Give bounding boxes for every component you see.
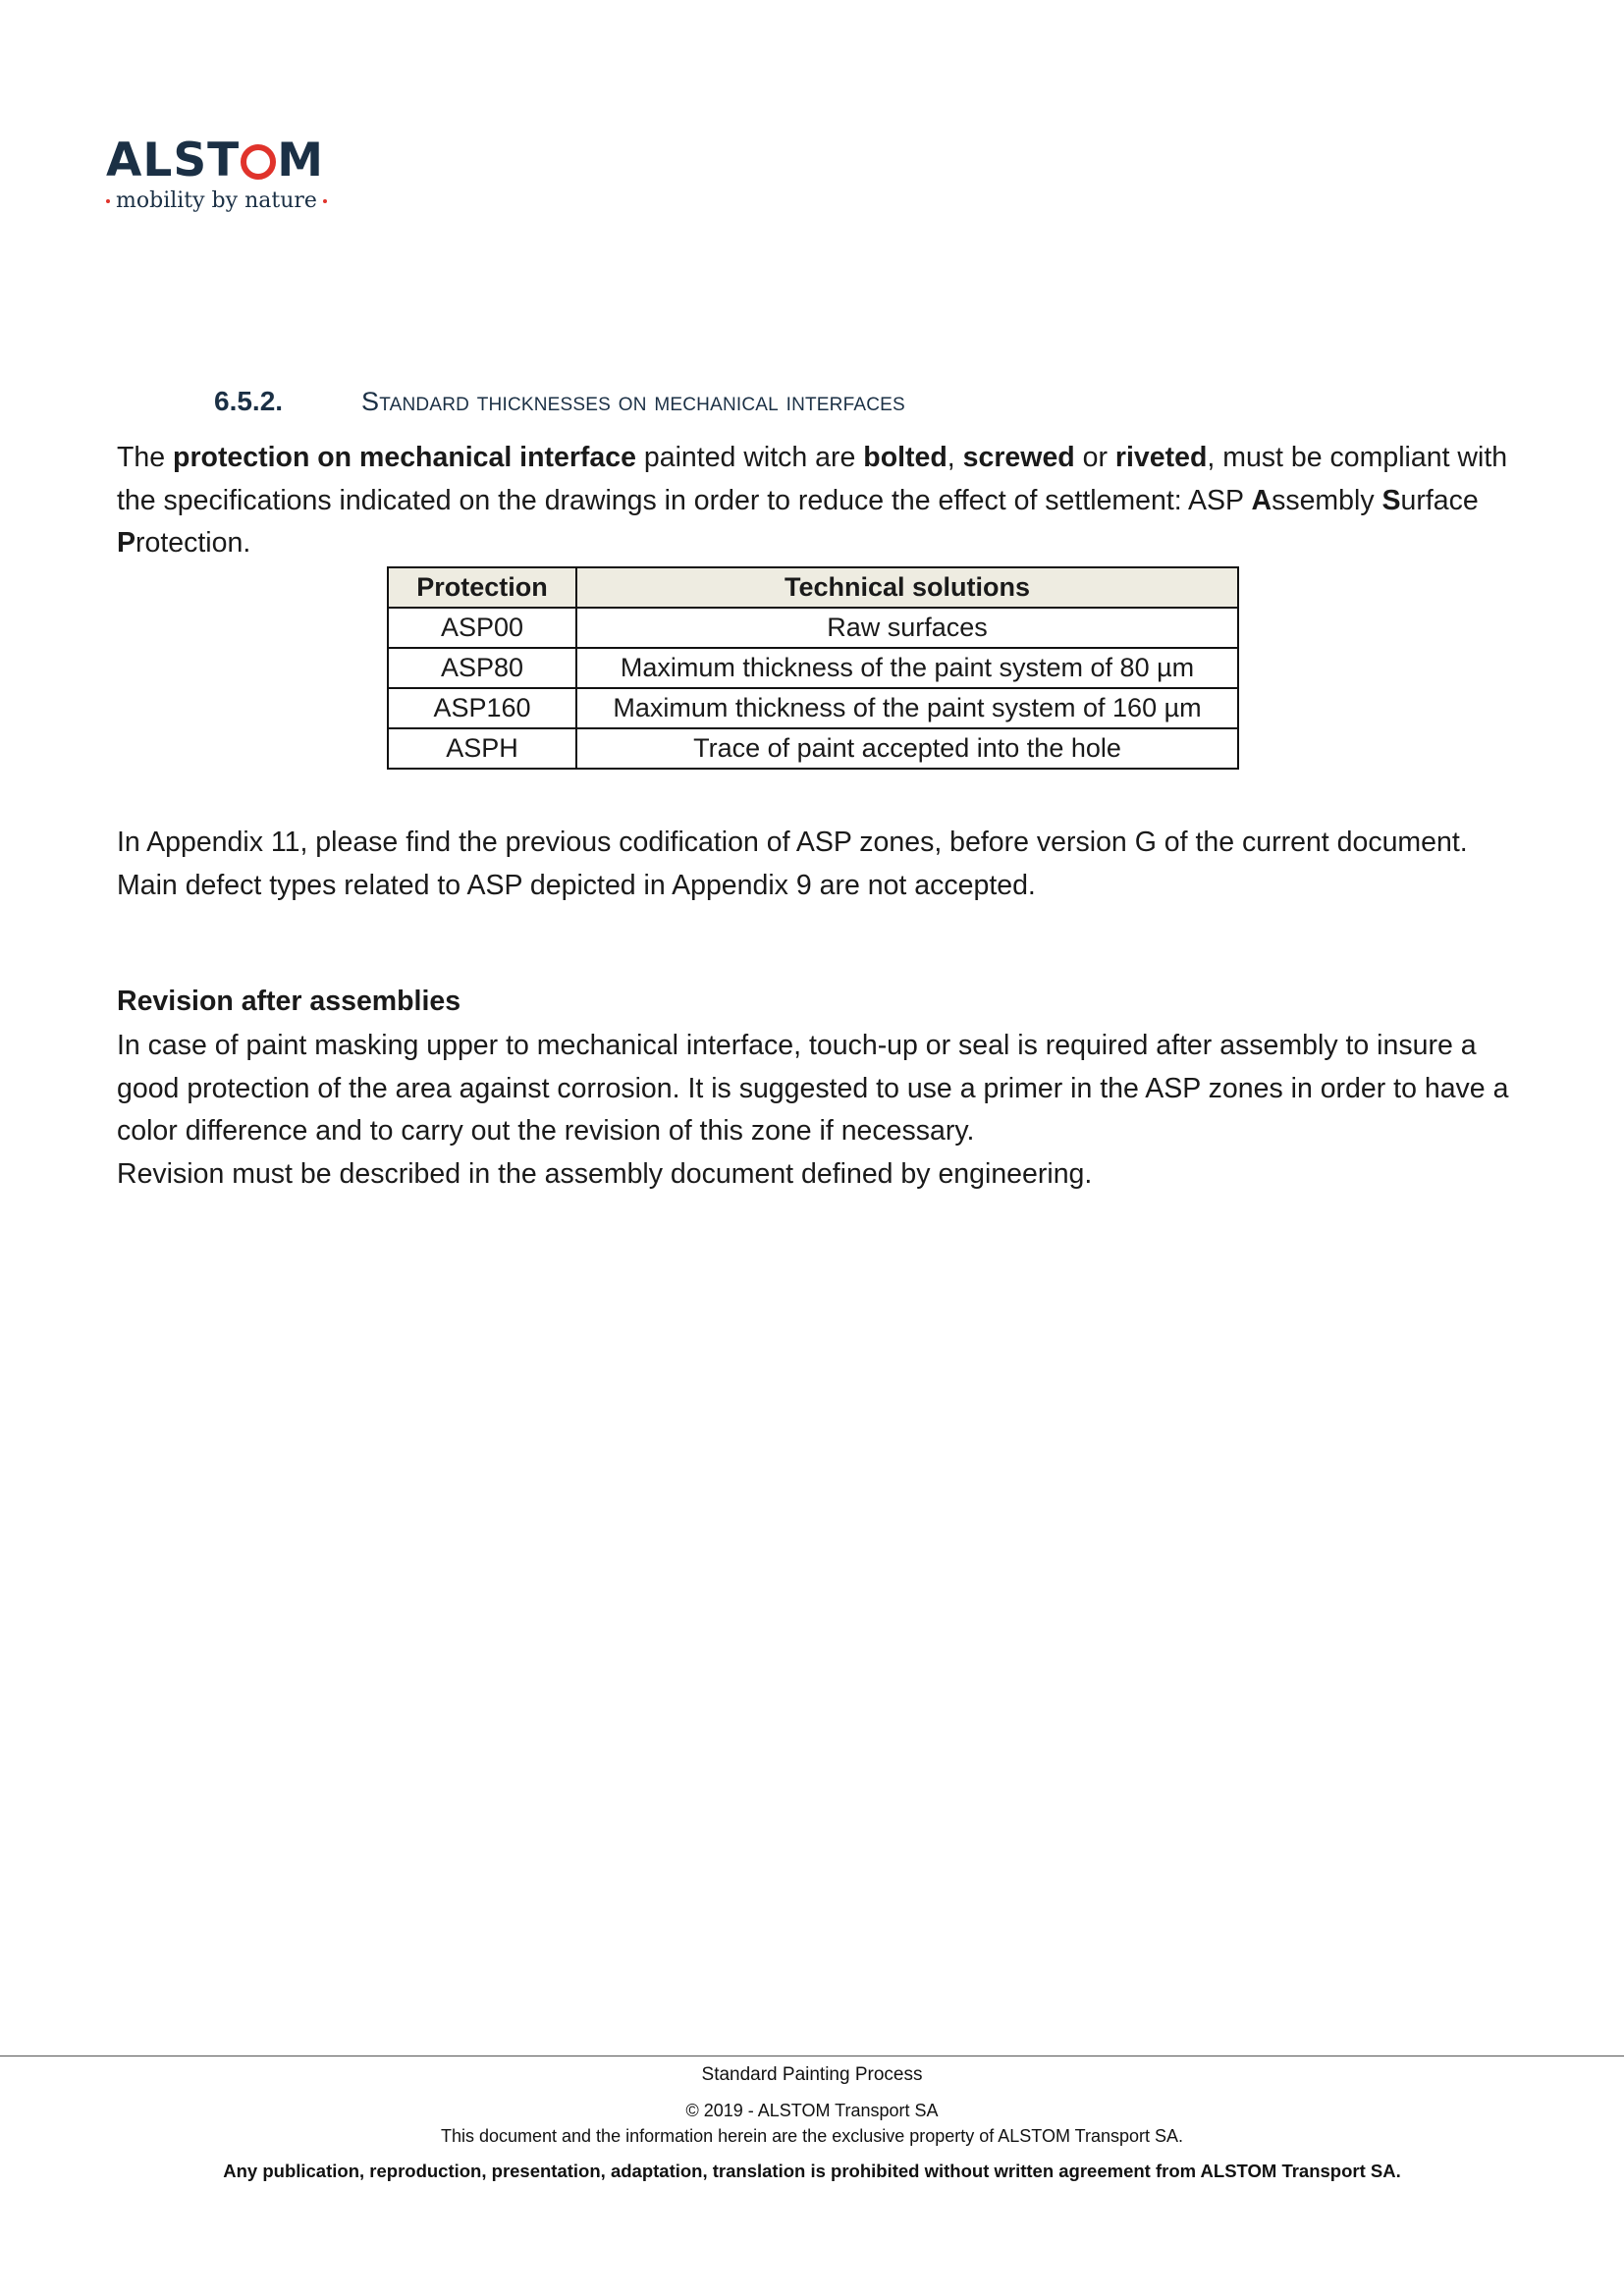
intro-text: urface (1400, 484, 1479, 516)
table-header-cell: Technical solutions (576, 567, 1238, 608)
table-cell: Maximum thickness of the paint system of 160 µm (576, 688, 1238, 728)
table-cell: Trace of paint accepted into the hole (576, 728, 1238, 769)
logo-text-right: M (277, 133, 325, 187)
intro-text: ssembly (1272, 484, 1382, 516)
intro-bold: bolted (863, 442, 947, 473)
intro-text: , must be compliant with the specifications indicated on the drawings in order to reduce the effect of settlement: ASP (117, 442, 1508, 516)
intro-bold: S (1381, 484, 1401, 516)
appendix-paragraph (117, 822, 1531, 907)
logo-text-left: ALST (106, 133, 241, 187)
footer-copyright: © 2019 - ALSTOM Transport SA (685, 2101, 939, 2120)
table-cell: Raw surfaces (576, 608, 1238, 648)
footer-doc-title: Standard Painting Process (701, 2064, 923, 2085)
table-cell: ASP00 (388, 608, 576, 648)
intro-paragraph (117, 437, 1531, 565)
table-cell: ASPH (388, 728, 576, 769)
logo-ring-icon (241, 144, 276, 180)
intro-bold: screwed (962, 442, 1075, 473)
revision-paragraph (117, 1025, 1531, 1196)
intro-text: , (947, 442, 963, 473)
table-cell: ASP160 (388, 688, 576, 728)
section-heading (214, 386, 905, 417)
table-row (388, 648, 1238, 688)
footer-prohibition: Any publication, reproduction, presentation, adaptation, translation is prohibited without written agreement from ALSTOM Transport SA. (223, 2161, 1401, 2181)
table-header-cell: Protection (388, 567, 576, 608)
appendix-line: Main defect types related to ASP depicted in Appendix 9 are not accepted. (117, 869, 1036, 901)
revision-title: Revision after assemblies (117, 986, 461, 1017)
logo-tagline-row (106, 188, 342, 213)
section-number: 6.5.2. (214, 386, 284, 416)
table-cell: ASP80 (388, 648, 576, 688)
logo-tagline: mobility by nature (116, 188, 317, 213)
revision-text: Revision must be described in the assembly document defined by engineering. (117, 1157, 1093, 1190)
table-header-row (388, 567, 1238, 608)
tagline-dot-icon (106, 199, 110, 203)
intro-bold: riveted (1114, 442, 1208, 473)
intro-text: painted witch are (635, 442, 864, 473)
intro-bold: protection on mechanical interface (173, 442, 636, 473)
footer-property: This document and the information herein are the exclusive property of ALSTOM Transport SA. (440, 2126, 1184, 2146)
intro-bold: P (117, 527, 136, 559)
intro-text: rotection. (135, 527, 251, 559)
table-row (388, 688, 1238, 728)
intro-text: The (117, 442, 174, 473)
section-title: Standard thicknesses on mechanical interfaces (361, 387, 905, 416)
table-row (388, 728, 1238, 769)
alstom-logo (106, 133, 342, 213)
table-cell: Maximum thickness of the paint system of 80 µm (576, 648, 1238, 688)
intro-text: or (1074, 442, 1115, 473)
appendix-line: In Appendix 11, please find the previous codification of ASP zones, before version G of the current document. (117, 827, 1468, 858)
intro-bold: A (1251, 484, 1272, 516)
revision-text: In case of paint masking upper to mechanical interface, touch-up or seal is required after assembly to insure a good protection of the area against corrosion. It is suggested to use a primer in the ASP zones in order to have a color difference and to carry out the revision of this zone if necessary. (117, 1030, 1509, 1147)
logo-wordmark (106, 133, 342, 187)
table-row (388, 608, 1238, 648)
tagline-dot-icon (323, 199, 327, 203)
protection-table (387, 566, 1239, 770)
